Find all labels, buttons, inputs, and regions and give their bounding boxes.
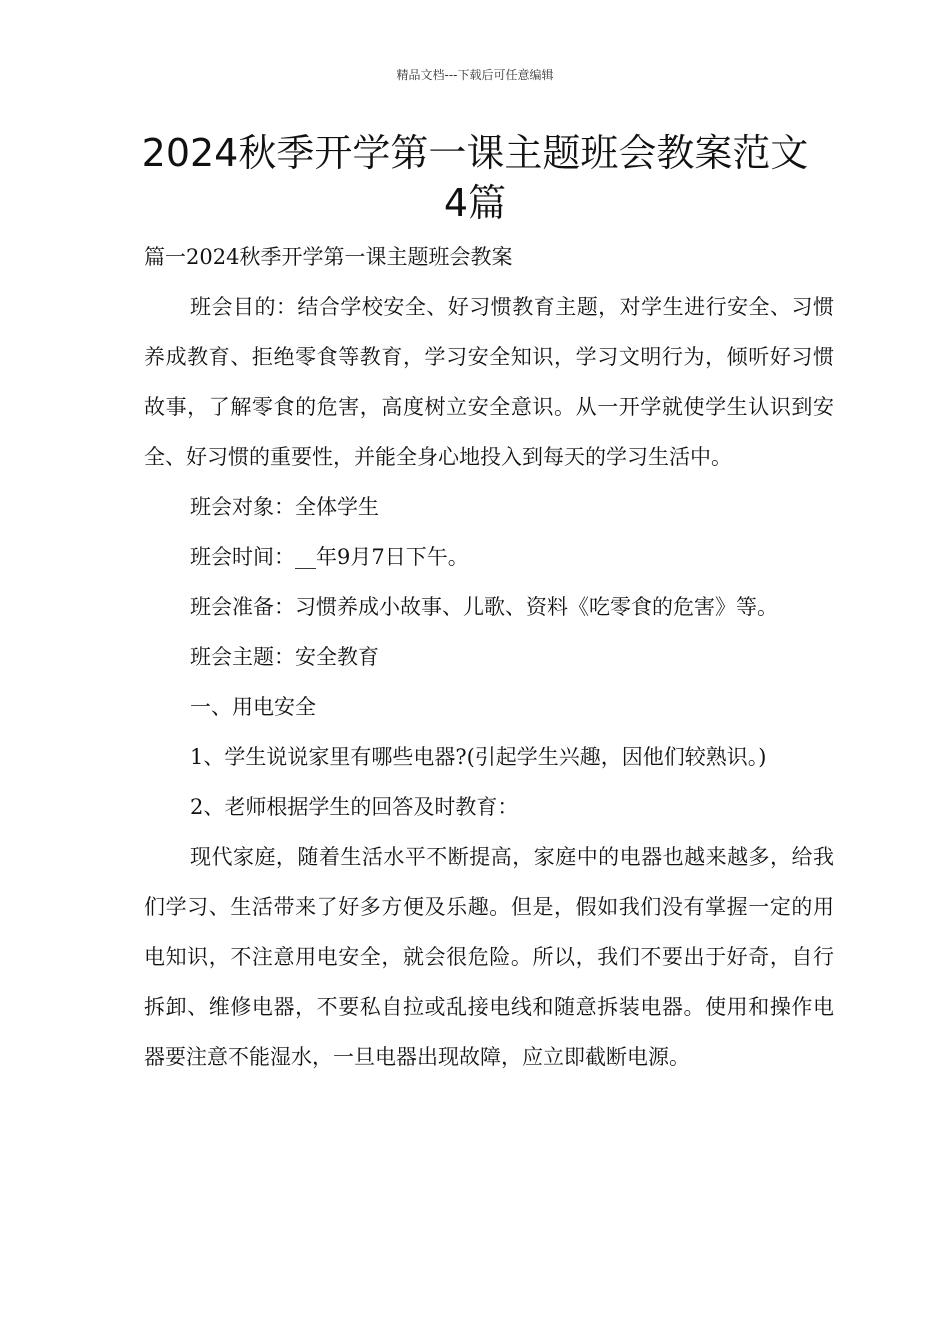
subheading-electricity: 一、用电安全: [190, 695, 316, 719]
paragraph-modern-home: 现代家庭，随着生活水平不断提高，家庭中的电器也越来越多，给我们学习、生活带来了好多方便及乐趣。但是，假如我们没有掌握一定的用电知识，不注意用电安全，就会很危险。所以，我们不要出于好奇，自行拆卸、维修电器，不要私自拉或乱接电线和随意拆装电器。使用和操作电器要注意不能湿水，一旦电器出现故障，应立即截断电源。: [144, 845, 834, 1069]
paragraph-item-1: 1、学生说说家里有哪些电器?(引起学生兴趣，因他们较熟识。): [190, 745, 767, 769]
document-title: [110, 128, 840, 228]
paragraph-time: 班会时间：__年9月7日下午。: [190, 545, 469, 569]
title-line-1: 2024秋季开学第一课主题班会教案范文: [141, 131, 809, 175]
header-note: 精品文档---下载后可任意编辑: [396, 68, 554, 82]
document-body: [144, 232, 834, 1082]
paragraph-preparation: 班会准备：习惯养成小故事、儿歌、资料《吃零食的危害》等。: [190, 595, 778, 619]
title-line-2: 4篇: [443, 181, 507, 225]
paragraph-audience: 班会对象：全体学生: [190, 495, 379, 519]
paragraph-item-2: 2、老师根据学生的回答及时教育：: [190, 795, 519, 819]
paragraph-theme: 班会主题：安全教育: [190, 645, 379, 669]
paragraph-purpose: 班会目的：结合学校安全、好习惯教育主题，对学生进行安全、习惯养成教育、拒绝零食等教育，学习安全知识，学习文明行为，倾听好习惯故事，了解零食的危害，高度树立安全意识。从一开学就使学生认识到安全、好习惯的重要性，并能全身心地投入到每天的学习生活中。: [144, 295, 834, 469]
section-heading: 篇一2024秋季开学第一课主题班会教案: [144, 245, 513, 269]
